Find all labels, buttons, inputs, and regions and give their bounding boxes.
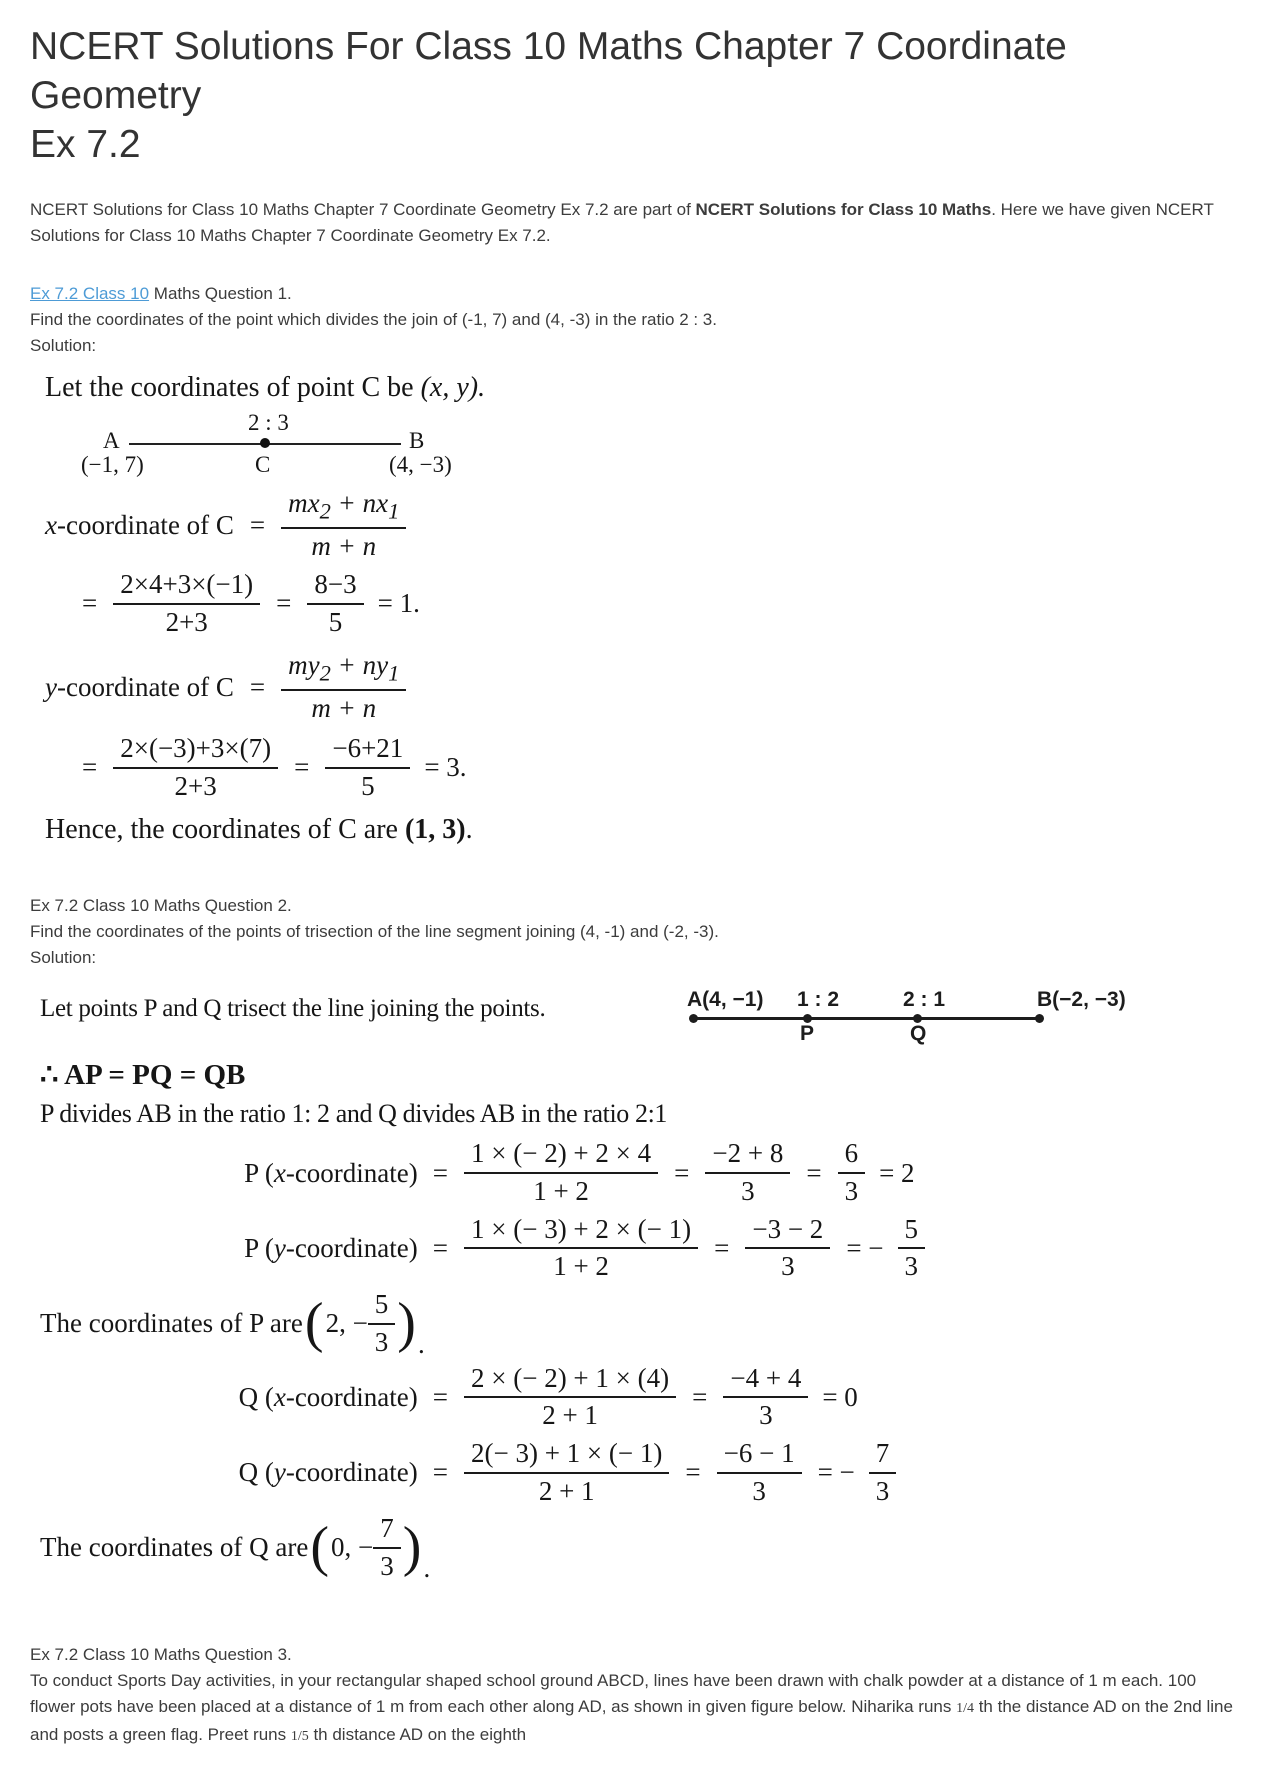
intro-text-2: . Here we have given NCERT Solutions for Class 10 Maths Chapter 7 Coordinate Geometry Ex 7.2.	[30, 200, 1214, 245]
page-title-line1: NCERT Solutions For Class 10 Maths Chapter 7 Coordinate Geometry	[30, 25, 1067, 117]
q2-q-x-fraction-1: $\frac{2 \times (- 2) + 1 \times (4)}{2 + 1}$	[464, 1364, 676, 1431]
q1-y-label-rest: -coordinate of C	[56, 672, 234, 703]
q1-y-num-fraction-2: $\frac{-6+21}{5}$	[325, 734, 410, 801]
q1-y-label	[45, 672, 234, 703]
q3-fraction-1-4: 1/4	[956, 1700, 974, 1716]
equals-sign: =	[674, 1157, 690, 1188]
q2-equation-q-y	[40, 1439, 1245, 1506]
q2-p-result-x: 2, −	[325, 1308, 368, 1339]
page	[0, 22, 1275, 1770]
intro-paragraph	[30, 197, 1240, 249]
q1-x-num-fraction-1: $\frac{2\times 4+3\times(-1)}{2+3}$	[113, 570, 260, 637]
equals-sign: =	[82, 752, 98, 783]
question-1-block	[30, 281, 1245, 359]
q1-x-label	[45, 510, 234, 541]
q1-intro-math: (x, y).	[420, 372, 486, 403]
q1-diagram-a-coordinates: (−1, 7)	[81, 452, 144, 477]
q1-conclusion-answer: (1, 3)	[404, 814, 466, 846]
q2-diagram-a-dot	[689, 1014, 698, 1023]
period: .	[423, 1552, 431, 1583]
equals-sign: =	[82, 588, 98, 619]
question-2-heading: Ex 7.2 Class 10 Maths Question 2.	[30, 896, 292, 916]
q1-x-label-var: x	[45, 509, 57, 540]
q2-p-y-equals-minus: = −	[846, 1232, 884, 1263]
q1-x-fraction-den: m + n	[311, 531, 377, 562]
q2-q-result	[40, 1514, 1245, 1581]
q1-diagram-ratio-label: 2 : 3	[248, 410, 289, 435]
q2-diagram-point-a-label: A(4, −1)	[687, 988, 764, 1012]
q2-q-y-label: Q (y-coordinate) =	[238, 1457, 448, 1488]
q2-p-x-label: P (x-coordinate) =	[244, 1157, 448, 1188]
q1-y-fraction-num: $my_2 + ny_1$	[281, 651, 406, 691]
question-3-text	[30, 1671, 1233, 1744]
equals-sign: =	[685, 1457, 701, 1488]
period: .	[417, 1328, 425, 1359]
q1-conclusion-text: Hence, the coordinates of C are	[45, 814, 405, 846]
q2-p-y-fraction-3: $\frac{5}{3}$	[898, 1215, 926, 1282]
close-paren: )	[402, 1516, 422, 1579]
q1-y-result: = 3.	[424, 752, 467, 783]
q1-x-fraction-num: $mx_2 + nx_1$	[281, 489, 406, 529]
equals-sign: =	[249, 509, 266, 540]
question-1-heading-rest: Maths Question 1.	[149, 284, 292, 303]
q2-equation-q-x	[40, 1364, 1245, 1431]
q2-q-x-label: Q (x-coordinate) =	[238, 1381, 448, 1412]
q1-diagram-point-a-label: A	[103, 428, 120, 453]
q2-q-y-fraction-1: $\frac{2(- 3) + 1 \times (- 1)}{2 + 1}$	[464, 1439, 669, 1506]
q1-y-label-var: y	[45, 672, 57, 703]
q2-q-result-fraction: $\frac{7}{3}$	[373, 1514, 401, 1581]
q1-intro-text: Let the coordinates of point C be	[45, 372, 421, 403]
q1-x-label-rest: -coordinate of C	[56, 509, 234, 540]
q2-q-x-fraction-2: $\frac{-4 + 4}{3}$	[723, 1364, 808, 1431]
q1-conclusion-period: .	[465, 814, 473, 846]
q1-x-result: = 1.	[377, 588, 420, 619]
q2-solution-intro-row	[40, 985, 1245, 1049]
question-2-block	[30, 893, 1245, 971]
question-2-solution-scan	[30, 985, 1245, 1581]
q1-equation-x-numeric	[80, 570, 1245, 637]
close-paren: )	[397, 1292, 416, 1355]
q1-segment-diagram	[45, 411, 1245, 481]
q2-p-x-fraction-2: $\frac{-2 + 8}{3}$	[705, 1139, 790, 1206]
q2-q-y-equals-minus: = −	[817, 1457, 855, 1488]
equals-sign: =	[692, 1381, 708, 1412]
q2-ap-pq-qb-line: ∴ AP = PQ = QB	[40, 1059, 246, 1092]
intro-text-1: NCERT Solutions for Class 10 Maths Chapter 7 Coordinate Geometry Ex 7.2 are part of	[30, 200, 696, 219]
q2-p-result	[40, 1290, 1245, 1357]
equals-sign: =	[806, 1157, 822, 1188]
question-1-solution-label: Solution:	[30, 336, 97, 355]
q2-q-y-fraction-2: $\frac{-6 - 1}{3}$	[717, 1439, 802, 1506]
q1-diagram-point-b-label: B	[409, 428, 425, 453]
q2-p-y-fraction-1: $\frac{1 \times (- 3) + 2 \times (- 1)}{1 + 2}$	[464, 1215, 698, 1282]
q2-diagram-point-b-label: B(−2, −3)	[1037, 988, 1126, 1012]
q2-diagram-segment-line	[693, 1017, 1041, 1020]
q2-p-y-label: P (y-coordinate) =	[244, 1232, 448, 1263]
intro-text-bold: NCERT Solutions for Class 10 Maths	[695, 200, 992, 219]
q2-p-x-result: = 2	[879, 1157, 915, 1188]
q2-q-x-result: = 0	[822, 1381, 858, 1412]
q1-conclusion	[45, 813, 1245, 847]
q1-x-num-fraction-2: $\frac{8-3}{5}$	[307, 570, 363, 637]
equals-sign: =	[294, 752, 310, 783]
q1-equation-y-formula	[45, 651, 1245, 724]
q2-trisection-diagram	[645, 985, 1145, 1049]
q2-equation-p-y	[40, 1215, 1245, 1282]
question-2-text: Find the coordinates of the points of trisection of the line segment joining (4, -1) and (-2, -3).	[30, 922, 719, 942]
q2-ratio-explanation-line: P divides AB in the ratio 1: 2 and Q divides AB in the ratio 2:1	[40, 1099, 668, 1129]
q2-p-y-fraction-2: $\frac{-3 - 2}{3}$	[745, 1215, 830, 1282]
q1-diagram-point-c-label: C	[255, 452, 271, 477]
open-paren: (	[310, 1516, 330, 1579]
q1-equation-x-formula	[45, 489, 1245, 562]
question-3-heading: Ex 7.2 Class 10 Maths Question 3.	[30, 1644, 292, 1664]
q2-diagram-point-q-label: Q	[910, 1022, 927, 1046]
q1-x-fraction-general	[281, 489, 406, 562]
q3-fraction-1-5: 1/5	[290, 1728, 309, 1744]
q2-solution-intro: Let points P and Q trisect the line joining the points.	[40, 995, 546, 1023]
q2-p-x-fraction-3: $\frac{6}{3}$	[838, 1139, 866, 1206]
question-1-text: Find the coordinates of the point which divides the join of (-1, 7) and (4, -3) in the ratio 2 : 3.	[30, 310, 717, 329]
q1-diagram-point-c-dot	[260, 438, 270, 448]
question-3-block	[30, 1642, 1245, 1750]
q1-y-fraction-den: m + n	[311, 693, 377, 724]
q1-solution-intro	[45, 371, 1245, 405]
equals-sign: =	[249, 672, 266, 703]
equals-sign: =	[276, 588, 292, 619]
q2-q-result-x: 0, −	[331, 1532, 374, 1563]
q1-diagram-b-coordinates: (4, −3)	[389, 452, 452, 477]
question-1-solution-scan	[30, 371, 1245, 847]
q2-q-y-fraction-3: $\frac{7}{3}$	[869, 1439, 897, 1506]
q2-p-x-fraction-1: $\frac{1 \times (- 2) + 2 \times 4}{1 + 2}$	[464, 1139, 658, 1206]
q1-y-num-fraction-1: $\frac{2\times(-3)+3\times(7)}{2+3}$	[113, 734, 278, 801]
q2-diagram-b-dot	[1035, 1014, 1044, 1023]
page-title	[30, 22, 1245, 169]
q2-diagram-ratio-2-label: 2 : 1	[903, 988, 946, 1012]
q3-text-3: th distance AD on the eighth	[308, 1724, 527, 1744]
q2-q-result-text: The coordinates of Q are	[40, 1532, 309, 1563]
q2-diagram-ratio-1-label: 1 : 2	[797, 988, 840, 1012]
q2-p-result-text: The coordinates of P are	[40, 1308, 303, 1339]
q1-equation-y-numeric	[80, 734, 1245, 801]
q2-equation-p-x	[40, 1139, 1245, 1206]
page-title-line2: Ex 7.2	[30, 123, 141, 166]
q2-p-result-fraction: $\frac{5}{3}$	[368, 1290, 396, 1357]
q3-text-1: To conduct Sports Day activities, in your rectangular shaped school ground ABCD, lines have been drawn with chalk powder at a distance of 1 m each. 100 flower pots have been placed at a distance of 1 m from each other along AD, as shown in given figure below. Niharika runs	[30, 1670, 1197, 1716]
question-1-heading	[30, 281, 1245, 307]
q1-y-fraction-general	[281, 651, 406, 724]
open-paren: (	[304, 1292, 324, 1355]
ex-7-2-class-10-link[interactable]: Ex 7.2 Class 10	[30, 284, 150, 303]
q2-diagram-point-p-label: P	[800, 1022, 815, 1046]
equals-sign: =	[714, 1232, 730, 1263]
question-2-solution-label: Solution:	[30, 948, 97, 968]
q3-text-2: th the distance AD on the 2nd line and posts a green flag. Preet runs	[30, 1696, 1233, 1744]
